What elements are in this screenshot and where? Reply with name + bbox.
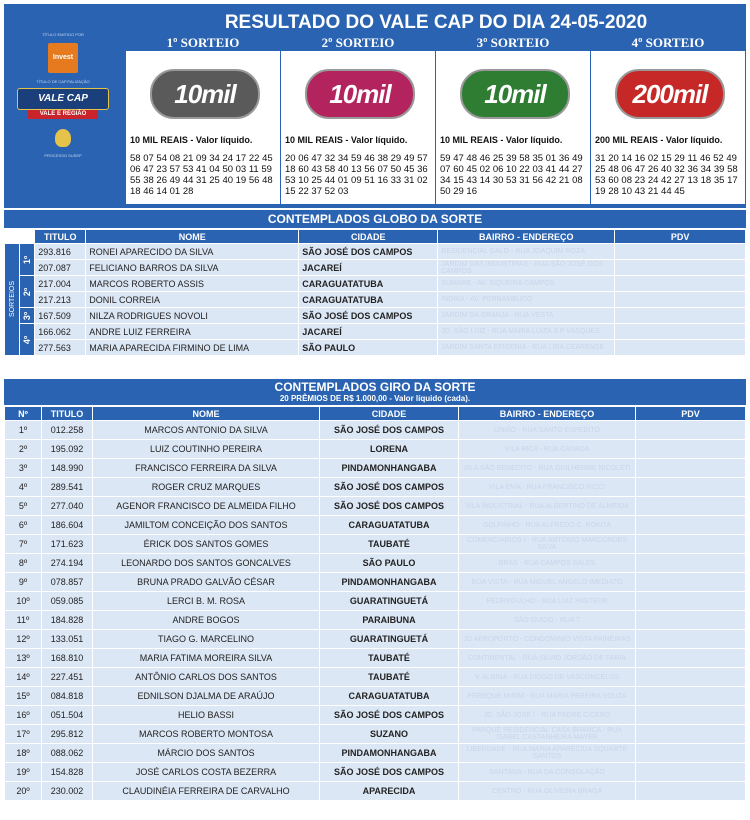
cell-pdv bbox=[636, 459, 745, 477]
table-row bbox=[5, 292, 745, 307]
cell-cidade: PARAIBUNA bbox=[320, 611, 458, 629]
cell-titulo: 195.092 bbox=[42, 440, 92, 458]
cell-pdv bbox=[636, 725, 745, 743]
cell-endereco: JARDIM DAS INDUSTRIAS - RUA SÃO JOSÉ DOS CAMPOS bbox=[438, 260, 614, 275]
cell-nome: CLAUDINÉIA FERREIRA DE CARVALHO bbox=[93, 782, 319, 800]
table-row bbox=[5, 668, 745, 686]
cell-titulo: 277.563 bbox=[35, 340, 85, 355]
cell-pdv bbox=[615, 292, 745, 307]
cell-pdv bbox=[636, 516, 745, 534]
cell-cidade: SÃO JOSÉ DOS CAMPOS bbox=[299, 244, 437, 259]
cell-titulo: 167.509 bbox=[35, 308, 85, 323]
side-label-text: SORTEIOS bbox=[8, 281, 16, 318]
cell-n: 20º bbox=[5, 782, 41, 800]
cell-cidade: SÃO JOSÉ DOS CAMPOS bbox=[320, 497, 458, 515]
group-number-text: 2º bbox=[22, 287, 33, 296]
sorteio-label: 2º SORTEIO bbox=[281, 34, 435, 51]
col-titulo: TITULO bbox=[35, 230, 85, 243]
cell-cidade: SÃO JOSÉ DOS CAMPOS bbox=[320, 763, 458, 781]
prize-badge-shape bbox=[460, 69, 570, 119]
cell-titulo: 230.002 bbox=[42, 782, 92, 800]
table-row bbox=[5, 276, 745, 291]
cell-nome: ANTÔNIO CARLOS DOS SANTOS bbox=[93, 668, 319, 686]
sorteio-panel bbox=[126, 34, 280, 204]
cell-pdv bbox=[636, 592, 745, 610]
group-number-text: 4º bbox=[22, 335, 33, 344]
cell-cidade: LORENA bbox=[320, 440, 458, 458]
cell-endereco: PEREQUE MIRIM - RUA MARIA PEREIRA SOUZA bbox=[459, 687, 635, 705]
cell-pdv bbox=[636, 535, 745, 553]
cell-pdv bbox=[636, 440, 745, 458]
cell-pdv bbox=[636, 630, 745, 648]
cell-cidade: TAUBATÉ bbox=[320, 649, 458, 667]
globo-title: CONTEMPLADOS GLOBO DA SORTE bbox=[4, 210, 746, 228]
table-row bbox=[5, 554, 745, 572]
col-endereco: BAIRRO - ENDEREÇO bbox=[438, 230, 614, 243]
table-row bbox=[5, 744, 745, 762]
table-row bbox=[5, 592, 745, 610]
sorteio-label: 1º SORTEIO bbox=[126, 34, 280, 51]
side-label bbox=[5, 244, 19, 355]
prize-badge bbox=[285, 55, 431, 125]
drawn-numbers: 58 07 54 08 21 09 34 24 17 22 45 06 47 23 57 53 41 04 50 03 11 59 55 38 26 49 44 31 25 40 19 56 48 18 46 14 01 28 bbox=[130, 153, 273, 197]
cell-cidade: CARAGUATATUBA bbox=[320, 516, 458, 534]
prize-badge-shape bbox=[615, 69, 725, 119]
prize-badge-shape bbox=[305, 69, 415, 119]
sorteio-label: 3º SORTEIO bbox=[436, 34, 590, 51]
cell-nome: MARCOS ROBERTO ASSIS bbox=[86, 276, 298, 291]
cell-n: 12º bbox=[5, 630, 41, 648]
cell-nome: LUIZ COUTINHO PEREIRA bbox=[93, 440, 319, 458]
cell-nome: HELIO BASSI bbox=[93, 706, 319, 724]
cell-titulo: 012.258 bbox=[42, 421, 92, 439]
logo-caption: TÍTULO EMITIDO POR bbox=[42, 32, 84, 37]
cell-nome: MARCOS ANTONIO DA SILVA bbox=[93, 421, 319, 439]
cell-endereco: JD. SÃO LUIZ - RUA MARIA LUIZA S P VASQUES bbox=[438, 324, 614, 339]
cell-endereco: SUMARE - AV. SIQUEIRA CAMPOS bbox=[438, 276, 614, 291]
table-row bbox=[5, 725, 745, 743]
group-number bbox=[20, 276, 34, 307]
cell-endereco: JD. SÃO JOSÉ I - RUA PADRE CICERO bbox=[459, 706, 635, 724]
blank-header bbox=[20, 230, 34, 243]
table-row bbox=[5, 324, 745, 339]
cell-cidade: SUZANO bbox=[320, 725, 458, 743]
table-row bbox=[5, 478, 745, 496]
cell-titulo: 295.812 bbox=[42, 725, 92, 743]
drawn-numbers: 31 20 14 16 02 15 29 11 46 52 49 25 48 06 47 26 40 32 36 34 39 58 53 60 08 23 24 42 27 13 18 35 17 19 28 10 43 21 44 45 bbox=[595, 153, 738, 197]
cell-cidade: JACAREÍ bbox=[299, 324, 437, 339]
cell-pdv bbox=[615, 340, 745, 355]
cell-endereco: VILA RICA - RUA CANADA bbox=[459, 440, 635, 458]
cell-nome: ÉRICK DOS SANTOS GOMES bbox=[93, 535, 319, 553]
cell-pdv bbox=[615, 276, 745, 291]
cell-pdv bbox=[636, 668, 745, 686]
valecap-region: VALE E REGIÃO bbox=[28, 110, 98, 119]
cell-titulo: 166.062 bbox=[35, 324, 85, 339]
cell-cidade: SÃO JOSÉ DOS CAMPOS bbox=[299, 308, 437, 323]
cell-cidade: SÃO PAULO bbox=[320, 554, 458, 572]
cell-titulo: 059.085 bbox=[42, 592, 92, 610]
col-pdv: PDV bbox=[615, 230, 745, 243]
cell-n: 13º bbox=[5, 649, 41, 667]
cell-pdv bbox=[636, 478, 745, 496]
giro-header bbox=[4, 379, 746, 405]
cell-n: 9º bbox=[5, 573, 41, 591]
cell-pdv bbox=[636, 782, 745, 800]
table-row bbox=[5, 340, 745, 355]
table-row bbox=[5, 573, 745, 591]
table-row bbox=[5, 244, 745, 259]
cell-cidade: CARAGUATATUBA bbox=[320, 687, 458, 705]
prize-badge-text: 10mil bbox=[329, 79, 391, 109]
cell-n: 15º bbox=[5, 687, 41, 705]
group-number bbox=[20, 324, 34, 355]
cell-titulo: 289.541 bbox=[42, 478, 92, 496]
table-row bbox=[5, 687, 745, 705]
cell-pdv bbox=[636, 421, 745, 439]
cell-titulo: 084.818 bbox=[42, 687, 92, 705]
cell-endereco: VILA SÃO BENEDITO - RUA GUILHERME NICOLETI bbox=[459, 459, 635, 477]
cell-nome: TIAGO G. MARCELINO bbox=[93, 630, 319, 648]
cell-cidade: PINDAMONHANGABA bbox=[320, 459, 458, 477]
cell-titulo: 186.604 bbox=[42, 516, 92, 534]
cell-nome: AGENOR FRANCISCO DE ALMEIDA FILHO bbox=[93, 497, 319, 515]
prize-badge-text: 10mil bbox=[174, 79, 236, 109]
cell-cidade: CARAGUATATUBA bbox=[299, 292, 437, 307]
cell-titulo: 133.051 bbox=[42, 630, 92, 648]
cell-n: 8º bbox=[5, 554, 41, 572]
cell-n: 1º bbox=[5, 421, 41, 439]
cell-n: 7º bbox=[5, 535, 41, 553]
cell-n: 6º bbox=[5, 516, 41, 534]
cell-n: 4º bbox=[5, 478, 41, 496]
cell-pdv bbox=[636, 763, 745, 781]
cell-cidade: PINDAMONHANGABA bbox=[320, 744, 458, 762]
table-row bbox=[5, 497, 745, 515]
giro-title: CONTEMPLADOS GIRO DA SORTE bbox=[274, 380, 476, 394]
cell-pdv bbox=[615, 244, 745, 259]
cell-pdv bbox=[615, 308, 745, 323]
cell-nome: FRANCISCO FERREIRA DA SILVA bbox=[93, 459, 319, 477]
cell-endereco: JD AEROPORTO - CONDOMINIO VISTA PAINEIRAS bbox=[459, 630, 635, 648]
group-number bbox=[20, 244, 34, 275]
prize-badge bbox=[440, 55, 586, 125]
cell-cidade: APARECIDA bbox=[320, 782, 458, 800]
cell-endereco: JARDIM DA GRANJA - RUA VESTA bbox=[438, 308, 614, 323]
logo-caption-3: PROCESSO SUSEP bbox=[44, 153, 82, 158]
table-row bbox=[5, 308, 745, 323]
cell-cidade: SÃO JOSÉ DOS CAMPOS bbox=[320, 478, 458, 496]
table-row bbox=[5, 459, 745, 477]
cell-endereco: UNIÃO - RUA SANTO EXPEDITO bbox=[459, 421, 635, 439]
logo-caption-2: TÍTULO DE CAPITALIZAÇÃO bbox=[36, 79, 90, 84]
col-pdv: PDV bbox=[636, 407, 745, 420]
cell-pdv bbox=[636, 687, 745, 705]
cell-nome: ANDRE BOGOS bbox=[93, 611, 319, 629]
cell-endereco: CENTRO - RUA OLIVEIRA BRAGA bbox=[459, 782, 635, 800]
cell-pdv bbox=[636, 554, 745, 572]
cell-endereco: SÃO GUIDO - RUA 7 bbox=[459, 611, 635, 629]
cell-n: 2º bbox=[5, 440, 41, 458]
invest-logo: Invest bbox=[48, 43, 78, 73]
cell-pdv bbox=[636, 649, 745, 667]
table-row bbox=[5, 706, 745, 724]
cell-titulo: 078.857 bbox=[42, 573, 92, 591]
cell-pdv bbox=[615, 260, 745, 275]
table-row bbox=[5, 440, 745, 458]
cell-cidade: TAUBATÉ bbox=[320, 668, 458, 686]
cell-endereco: GOLFINHO - RUA ALFREDO C. ROKITA bbox=[459, 516, 635, 534]
cell-nome: LERCI B. M. ROSA bbox=[93, 592, 319, 610]
col-cidade: CIDADE bbox=[320, 407, 458, 420]
col-endereco: BAIRRO - ENDEREÇO bbox=[459, 407, 635, 420]
prize-value: 10 MIL REAIS - Valor líquido. bbox=[130, 135, 253, 145]
cell-nome: EDNILSON DJALMA DE ARAÚJO bbox=[93, 687, 319, 705]
cell-nome: MARIA FATIMA MOREIRA SILVA bbox=[93, 649, 319, 667]
cell-nome: LEONARDO DOS SANTOS GONCALVES bbox=[93, 554, 319, 572]
cell-titulo: 168.810 bbox=[42, 649, 92, 667]
cell-n: 3º bbox=[5, 459, 41, 477]
cell-endereco: SANTANA - RUA DA CONSOLAÇÃO bbox=[459, 763, 635, 781]
cell-titulo: 217.004 bbox=[35, 276, 85, 291]
cell-n: 19º bbox=[5, 763, 41, 781]
cell-nome: ANDRE LUIZ FERREIRA bbox=[86, 324, 298, 339]
blank-header bbox=[5, 230, 19, 243]
cell-endereco: BRAS - RUA CAMPOS SALES bbox=[459, 554, 635, 572]
cell-endereco: LIBERDADE - RUA MARIA APARECIDA SQUARTE SANTOS bbox=[459, 744, 635, 762]
cell-titulo: 293.816 bbox=[35, 244, 85, 259]
cell-n: 5º bbox=[5, 497, 41, 515]
table-row bbox=[5, 782, 745, 800]
cell-cidade: SÃO PAULO bbox=[299, 340, 437, 355]
sorteio-panel bbox=[591, 34, 745, 204]
prize-badge bbox=[595, 55, 741, 125]
cell-cidade: PINDAMONHANGABA bbox=[320, 573, 458, 591]
cell-titulo: 277.040 bbox=[42, 497, 92, 515]
group-number bbox=[20, 308, 34, 323]
cell-titulo: 154.828 bbox=[42, 763, 92, 781]
cell-endereco: RESIDENCIAL GALO - RUA JOAQUIM ROZA bbox=[438, 244, 614, 259]
brand-logo bbox=[4, 4, 122, 208]
cell-nome: FELICIANO BARROS DA SILVA bbox=[86, 260, 298, 275]
cell-nome: MARCOS ROBERTO MONTOSA bbox=[93, 725, 319, 743]
cell-titulo: 148.990 bbox=[42, 459, 92, 477]
cell-nome: BRUNA PRADO GALVÃO CÉSAR bbox=[93, 573, 319, 591]
table-row bbox=[5, 763, 745, 781]
cell-titulo: 051.504 bbox=[42, 706, 92, 724]
sorteio-label: 4º SORTEIO bbox=[591, 34, 745, 51]
cell-nome: NILZA RODRIGUES NOVOLI bbox=[86, 308, 298, 323]
prize-badge bbox=[130, 55, 276, 125]
cell-n: 10º bbox=[5, 592, 41, 610]
col-nome: NOME bbox=[93, 407, 319, 420]
prize-value: 200 MIL REAIS - Valor líquido. bbox=[595, 135, 723, 145]
seal-icon bbox=[55, 129, 71, 147]
cell-titulo: 274.194 bbox=[42, 554, 92, 572]
prize-badge-text: 10mil bbox=[484, 79, 546, 109]
cell-pdv bbox=[636, 497, 745, 515]
table-row bbox=[5, 260, 745, 275]
cell-pdv bbox=[636, 744, 745, 762]
table-row bbox=[5, 630, 745, 648]
cell-endereco: INDAIA - AV. PERNAMBUCO bbox=[438, 292, 614, 307]
table-row bbox=[5, 611, 745, 629]
cell-nome: ROGER CRUZ MARQUES bbox=[93, 478, 319, 496]
col-nome: NOME bbox=[86, 230, 298, 243]
cell-endereco: JARDIM SANTA EFIGENIA - RUA LIRA CEARENSE bbox=[438, 340, 614, 355]
cell-cidade: GUARATINGUETÁ bbox=[320, 592, 458, 610]
sorteio-panel bbox=[281, 34, 435, 204]
cell-pdv bbox=[636, 573, 745, 591]
cell-endereco: PEDREGULHO - RUA LUIZ PASTEUR bbox=[459, 592, 635, 610]
prize-value: 10 MIL REAIS - Valor líquido. bbox=[285, 135, 408, 145]
cell-endereco: BOA VISTA - RUA MIGUEL ANGELO IMEDIATO bbox=[459, 573, 635, 591]
cell-pdv bbox=[636, 706, 745, 724]
cell-titulo: 217.213 bbox=[35, 292, 85, 307]
group-number-text: 1º bbox=[22, 255, 33, 264]
cell-cidade: TAUBATÉ bbox=[320, 535, 458, 553]
cell-pdv bbox=[615, 324, 745, 339]
prize-badge-shape bbox=[150, 69, 260, 119]
giro-subtitle: 20 PRÊMIOS DE R$ 1.000,00 - Valor líquido (cada). bbox=[279, 394, 471, 403]
prize-value: 10 MIL REAIS - Valor líquido. bbox=[440, 135, 563, 145]
valecap-logo: VALE CAP bbox=[17, 88, 109, 110]
cell-cidade: GUARATINGUETÁ bbox=[320, 630, 458, 648]
cell-n: 18º bbox=[5, 744, 41, 762]
col-n: Nº bbox=[5, 407, 41, 420]
col-cidade: CIDADE bbox=[299, 230, 437, 243]
table-row bbox=[5, 516, 745, 534]
cell-cidade: SÃO JOSÉ DOS CAMPOS bbox=[320, 421, 458, 439]
cell-nome: MARIA APARECIDA FIRMINO DE LIMA bbox=[86, 340, 298, 355]
giro-table bbox=[4, 406, 746, 801]
group-number-text: 3º bbox=[22, 311, 33, 320]
cell-titulo: 227.451 bbox=[42, 668, 92, 686]
cell-n: 17º bbox=[5, 725, 41, 743]
globo-table bbox=[4, 229, 746, 356]
sorteio-panel bbox=[436, 34, 590, 204]
cell-cidade: SÃO JOSÉ DOS CAMPOS bbox=[320, 706, 458, 724]
drawn-numbers: 20 06 47 32 34 59 46 38 29 49 57 18 60 43 58 40 13 56 07 50 45 36 53 10 25 44 01 09 51 16 33 31 02 15 22 37 52 03 bbox=[285, 153, 428, 197]
cell-nome: RONEI APARECIDO DA SILVA bbox=[86, 244, 298, 259]
cell-endereco: CONTINENTAL - RUA SILVIO JORDÃO DE FARIA bbox=[459, 649, 635, 667]
cell-n: 11º bbox=[5, 611, 41, 629]
table-row bbox=[5, 649, 745, 667]
cell-endereco: V. ALBINA - RUA DIOGO DE VASCONCELOS bbox=[459, 668, 635, 686]
prize-badge-text: 200mil bbox=[632, 79, 708, 109]
cell-titulo: 184.828 bbox=[42, 611, 92, 629]
cell-n: 14º bbox=[5, 668, 41, 686]
cell-endereco: VILA EMA - RUA FRANCISCO RICCI bbox=[459, 478, 635, 496]
cell-cidade: JACAREÍ bbox=[299, 260, 437, 275]
cell-nome: JAMILTOM CONCEIÇÃO DOS SANTOS bbox=[93, 516, 319, 534]
cell-endereco: COMERCIARIOS I - RUA ANTONIO MARCONDES SILVA bbox=[459, 535, 635, 553]
page-title: RESULTADO DO VALE CAP DO DIA 24-05-2020 bbox=[126, 10, 746, 36]
cell-titulo: 207.087 bbox=[35, 260, 85, 275]
cell-titulo: 171.623 bbox=[42, 535, 92, 553]
col-titulo: TITULO bbox=[42, 407, 92, 420]
cell-n: 16º bbox=[5, 706, 41, 724]
cell-cidade: CARAGUATATUBA bbox=[299, 276, 437, 291]
cell-nome: DONIL CORREIA bbox=[86, 292, 298, 307]
table-row bbox=[5, 421, 745, 439]
cell-endereco: VILA INDUSTRIAL - RUA ALBERTINO DE ALMEIDA bbox=[459, 497, 635, 515]
cell-pdv bbox=[636, 611, 745, 629]
cell-endereco: PARQUE RESIDENCIAL CASA BRANCA - RUA ISABEL CASTANHEIRA MAYER bbox=[459, 725, 635, 743]
cell-nome: JOSÉ CARLOS COSTA BEZERRA bbox=[93, 763, 319, 781]
cell-titulo: 088.062 bbox=[42, 744, 92, 762]
drawn-numbers: 59 47 48 46 25 39 58 35 01 36 49 07 60 45 02 06 10 22 03 41 44 27 34 15 43 14 30 53 31 56 42 21 08 50 29 16 bbox=[440, 153, 583, 197]
cell-nome: MÁRCIO DOS SANTOS bbox=[93, 744, 319, 762]
table-row bbox=[5, 535, 745, 553]
